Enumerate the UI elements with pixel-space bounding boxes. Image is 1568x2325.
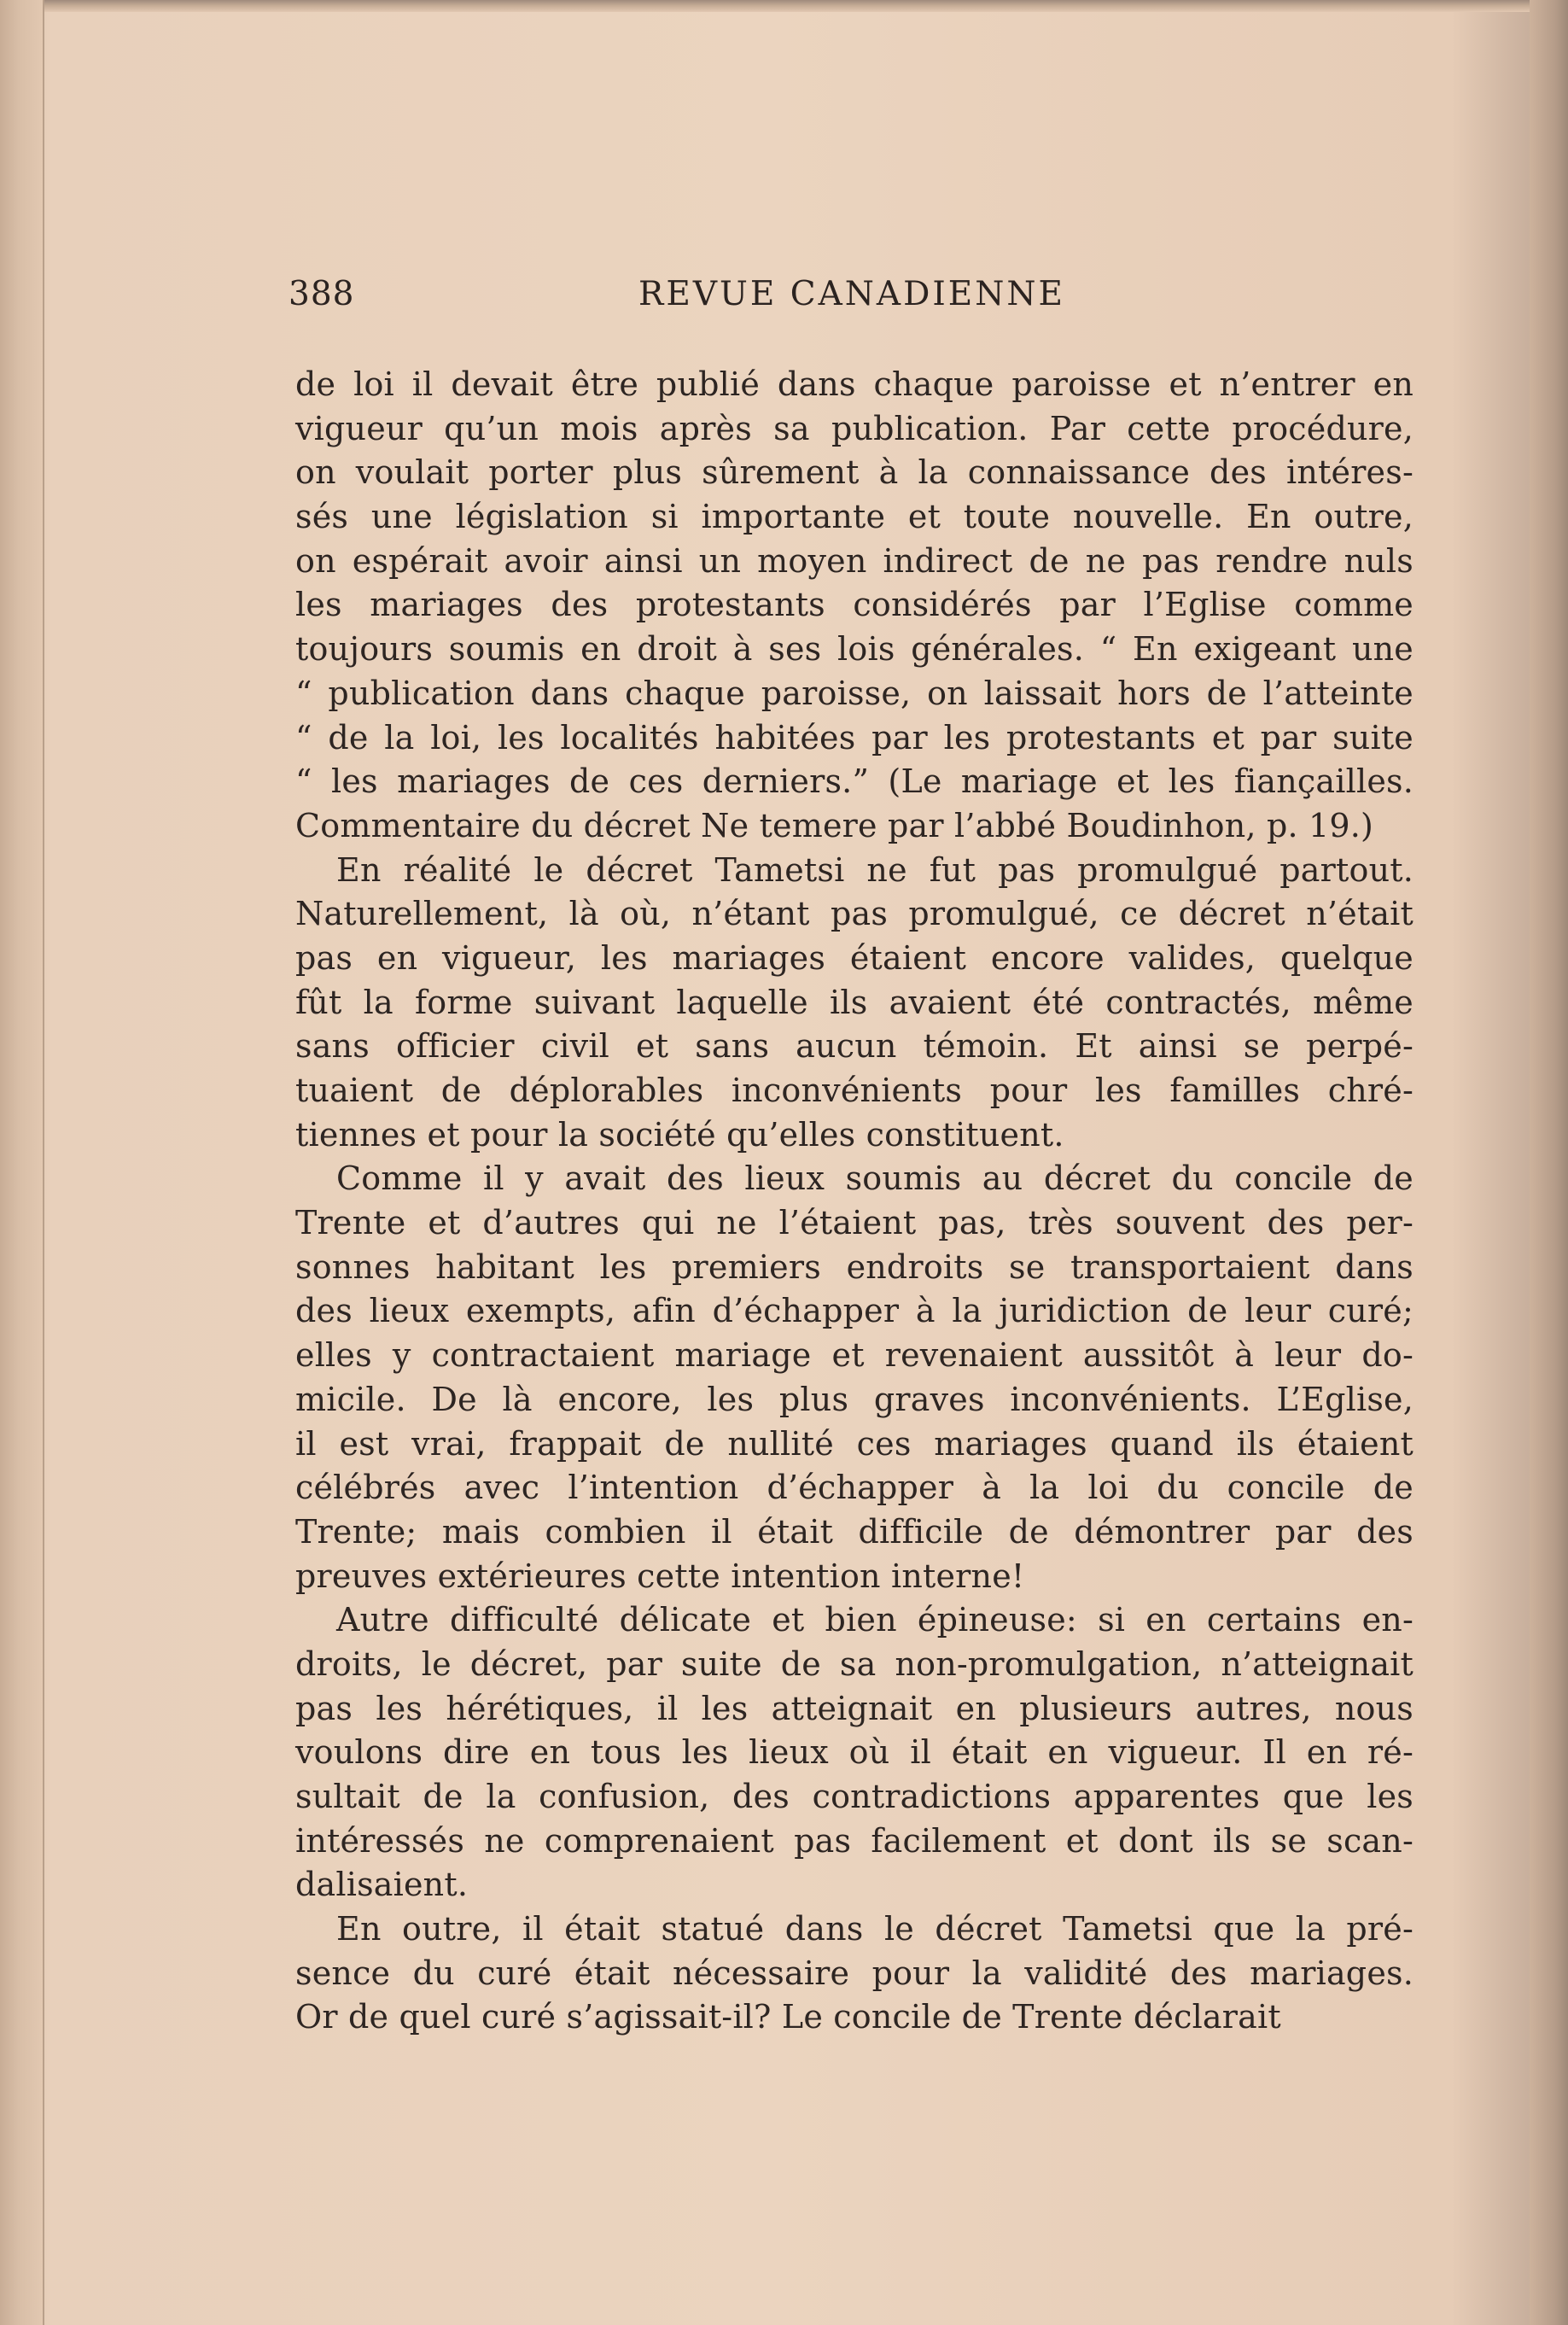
text-line: intéressés ne comprenaient pas facilement et dont ils se scan- bbox=[295, 1821, 1414, 1860]
text-line: toujours soumis en droit à ses lois générales. “ En exigeant une bbox=[295, 630, 1414, 669]
text-line: on espérait avoir ainsi un moyen indirect de ne pas rendre nuls bbox=[295, 541, 1414, 580]
text-line: Comme il y avait des lieux soumis au décret du concile de bbox=[336, 1160, 1414, 1198]
page-right-edge bbox=[1530, 0, 1568, 2325]
text-line: elles y contractaient mariage et revenaient aussitôt à leur do- bbox=[295, 1336, 1414, 1375]
text-line: “ publication dans chaque paroisse, on laissait hors de l’atteinte bbox=[295, 674, 1414, 712]
text-line: pas les hérétiques, il les atteignait en plusieurs autres, nous bbox=[295, 1689, 1414, 1727]
text-line: voulons dire en tous les lieux où il était en vigueur. Il en ré- bbox=[295, 1733, 1414, 1772]
paragraph bbox=[295, 1907, 1414, 2040]
text-line: célébrés avec l’intention d’échapper à la loi du concile de bbox=[295, 1469, 1414, 1507]
text-line: sonnes habitant les premiers endroits se transportaient dans bbox=[295, 1247, 1414, 1286]
text-line: micile. De là encore, les plus graves inconvénients. L’Eglise, bbox=[295, 1380, 1414, 1418]
page-number: 388 bbox=[289, 275, 355, 313]
text-line: dalisaient. bbox=[295, 1866, 469, 1904]
book-binding bbox=[0, 0, 44, 2325]
text-line: Naturellement, là où, n’étant pas promulgué, ce décret n’était bbox=[295, 895, 1414, 933]
text-line: de loi il devait être publié dans chaque paroisse et n’entrer en bbox=[295, 365, 1414, 403]
text-line: fût la forme suivant laquelle ils avaient été contractés, même bbox=[295, 983, 1414, 1021]
page-top-edge bbox=[0, 0, 1568, 12]
text-line: sultait de la confusion, des contradictions apparentes que les bbox=[295, 1778, 1414, 1815]
paragraph bbox=[295, 363, 1414, 849]
text-line: on voulait porter plus sûrement à la connaissance des intéres- bbox=[295, 453, 1414, 492]
text-line: Commentaire du décret Ne temere par l’abbé Boudinhon, p. 19.) bbox=[295, 806, 1374, 844]
text-line: des lieux exempts, afin d’échapper à la juridiction de leur curé; bbox=[295, 1292, 1414, 1330]
text-line: les mariages des protestants considérés par l’Eglise comme bbox=[295, 586, 1414, 624]
text-line: preuves extérieures cette intention interne! bbox=[295, 1557, 1025, 1595]
text-line: Or de quel curé s’agissait-il? Le concile de Trente déclarait bbox=[295, 1998, 1281, 2036]
text-line: sence du curé était nécessaire pour la validité des mariages. bbox=[295, 1954, 1414, 1992]
text-line: sans officier civil et sans aucun témoin. Et ainsi se perpé- bbox=[295, 1027, 1414, 1066]
text-line: Trente; mais combien il était difficile de démontrer par des bbox=[295, 1512, 1414, 1551]
text-line: sés une législation si importante et toute nouvelle. En outre, bbox=[295, 498, 1414, 536]
text-line: tiennes et pour la société qu’elles constituent. bbox=[295, 1115, 1064, 1154]
body-text bbox=[295, 363, 1414, 2040]
text-line: pas en vigueur, les mariages étaient encore valides, quelque bbox=[295, 938, 1414, 977]
running-title: REVUE CANADIENNE bbox=[638, 275, 1065, 313]
text-line: “ les mariages de ces derniers.” (Le mariage et les fiançailles. bbox=[295, 762, 1414, 801]
text-line: il est vrai, frappait de nullité ces mariages quand ils étaient bbox=[295, 1424, 1414, 1463]
paragraph bbox=[295, 849, 1414, 1158]
paragraph bbox=[295, 1598, 1414, 1907]
text-line: “ de la loi, les localités habitées par les protestants et par suite bbox=[295, 718, 1414, 757]
text-line: vigueur qu’un mois après sa publication. Par cette procédure, bbox=[295, 409, 1414, 447]
text-line: En outre, il était statué dans le décret Tametsi que la pré- bbox=[336, 1910, 1414, 1948]
text-line: droits, le décret, par suite de sa non-promulgation, n’atteignait bbox=[295, 1644, 1414, 1683]
paragraph bbox=[295, 1157, 1414, 1598]
text-line: Autre difficulté délicate et bien épineuse: si en certains en- bbox=[336, 1601, 1414, 1639]
text-line: En réalité le décret Tametsi ne fut pas promulgué partout. bbox=[336, 850, 1414, 889]
page-header bbox=[289, 275, 1415, 326]
text-line: Trente et d’autres qui ne l’étaient pas, très souvent des per- bbox=[295, 1204, 1414, 1242]
text-line: tuaient de déplorables inconvénients pour les familles chré- bbox=[295, 1072, 1414, 1109]
